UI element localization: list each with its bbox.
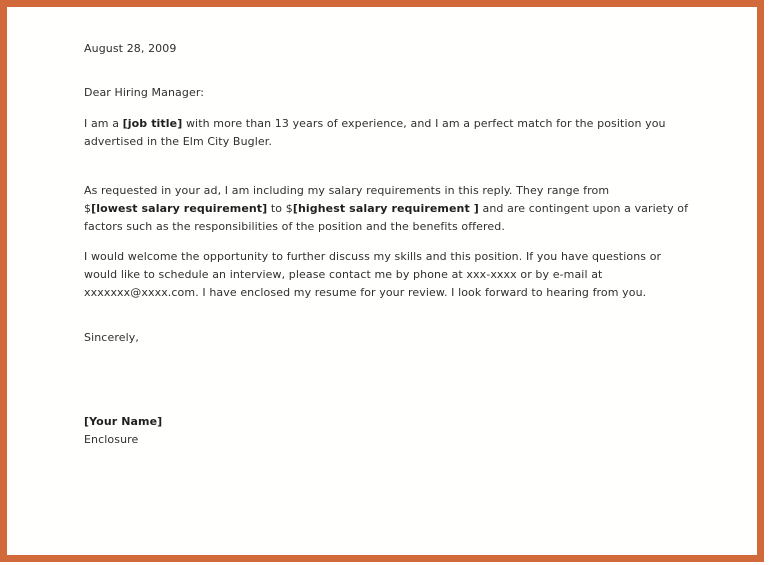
text-segment: with more than 13 years of experience, and I am a perfect match for the position you xyxy=(182,117,666,130)
letter-body xyxy=(84,40,689,449)
letter-line xyxy=(84,266,679,284)
text-segment: would like to schedule an interview, please contact me by phone at xxx-xxxx or by e-mail at xyxy=(84,268,603,281)
text-segment: to $ xyxy=(267,202,293,215)
letter-signature: [Your Name] xyxy=(84,415,163,428)
letter-salutation: Dear Hiring Manager: xyxy=(84,86,205,99)
letter-line xyxy=(84,133,679,151)
placeholder-field: [job title] xyxy=(122,117,183,130)
placeholder-field: [lowest salary requirement] xyxy=(91,202,268,215)
text-segment: As requested in your ad, I am including my salary requirements in this reply. They range from xyxy=(84,184,610,197)
letter-enclosure: Enclosure xyxy=(84,433,139,446)
letter-line xyxy=(84,115,679,133)
letter-paragraph xyxy=(84,115,679,151)
letter-date: August 28, 2009 xyxy=(84,42,177,55)
letter-paragraph xyxy=(84,248,679,302)
letter-line xyxy=(84,182,679,200)
letter-closing: Sincerely, xyxy=(84,331,139,344)
letter-paragraphs xyxy=(84,115,689,302)
text-segment: I would welcome the opportunity to further discuss my skills and this position. If you have questions or xyxy=(84,250,662,263)
placeholder-field: [highest salary requirement ] xyxy=(292,202,479,215)
letter-line xyxy=(84,218,679,236)
text-segment: factors such as the responsibilities of the position and the benefits offered. xyxy=(84,220,505,233)
letter-paragraph xyxy=(84,182,689,236)
text-segment: advertised in the Elm City Bugler. xyxy=(84,135,272,148)
letter-line xyxy=(84,284,679,302)
text-segment: $ xyxy=(84,202,92,215)
text-segment: xxxxxxx@xxxx.com. I have enclosed my resume for your review. I look forward to hearing from you. xyxy=(84,286,647,299)
letter-line xyxy=(84,200,689,218)
text-segment: I am a xyxy=(84,117,123,130)
text-segment: and are contingent upon a variety of xyxy=(478,202,689,215)
letter-line xyxy=(84,248,679,266)
